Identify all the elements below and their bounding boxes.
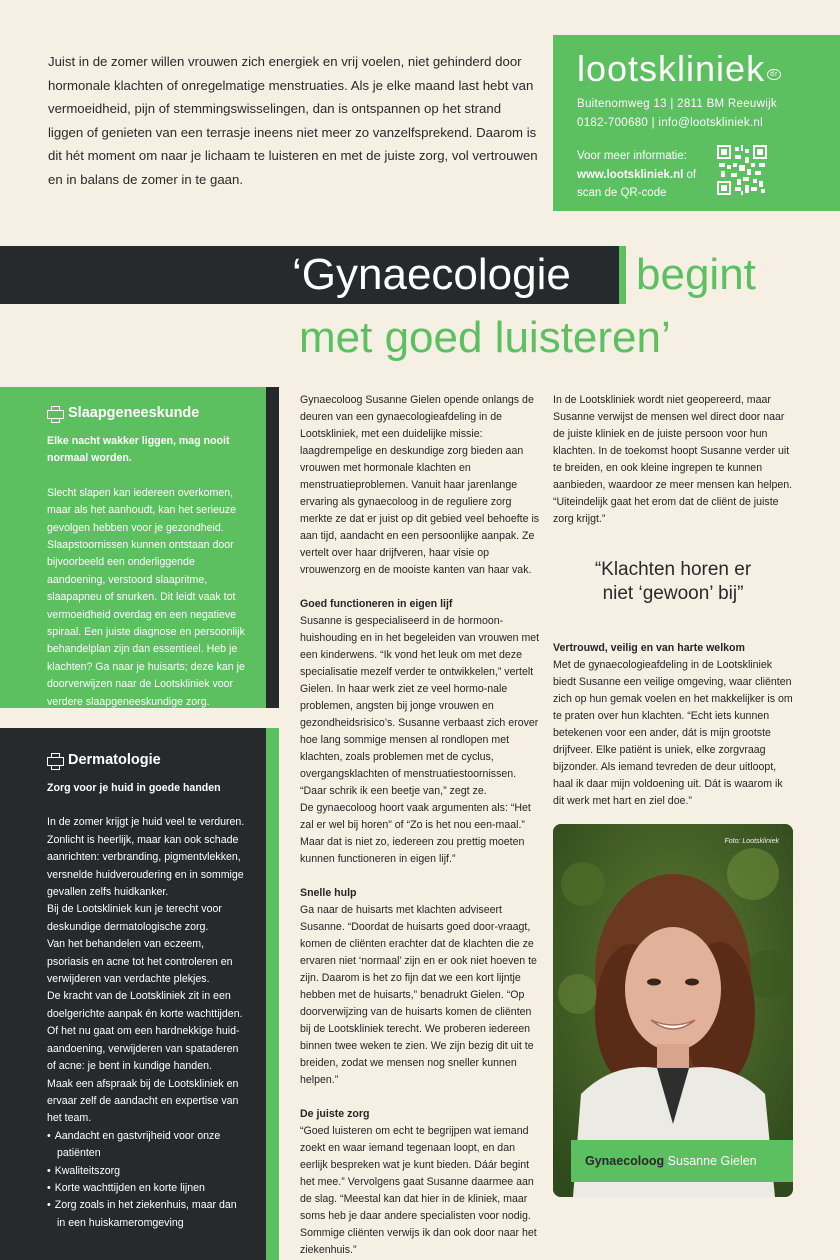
dermatology-panel-edge xyxy=(266,728,279,1260)
portrait-photo xyxy=(553,824,793,1197)
bullet-item: • Zorg zoals in het ziekenhuis, maar dan in een huiskameromgeving xyxy=(47,1197,246,1232)
more-info-label: Voor meer informatie: xyxy=(577,150,687,162)
plus-icon xyxy=(47,406,62,421)
sleep-panel-edge xyxy=(266,387,279,708)
dermatology-paragraph: De kracht van de Lootskliniek zit in een doelgerichte aanpak én korte wachttijden. Of het nu gaat om een hardnekkige huid-aandoening, verwijderen van spataderen of acne: je bent in kundige handen. xyxy=(47,990,243,1073)
article-paragraph: “Goed luisteren om echt te begrijpen wat iemand zoekt en waar iemand tegenaan loopt, en dan eerlijk bespreken wat je kunt bieden. Dáár begint het mee.” Vervolgens gaat Susanne daarmee aan de slag. “Meestal kan dat hier in de kliniek, maar soms heb je daar andere specialisten voor nodig. Sommige cliënten verwijs ik dan ook door naar het ziekenhuis.” xyxy=(300,1125,537,1256)
headline-line1: ‘Gynaecologie xyxy=(292,250,571,299)
intro-text: Juist in de zomer willen vrouwen zich energiek en vrij voelen, niet gehinderd door hormonale klachten of onregelmatige menstruaties. Als je elke maand last hebt van vermoeidheid, pijn of stemmingswisselingen, dan is ontspannen op het strand liggen of genieten van een terrasje ineens niet meer zo vanzelfsprekend. Daarom is dit hét moment om naar je lichaam te luisteren en met de juiste zorg, vol vertrouwen en in balans de zomer in te gaan. xyxy=(48,54,538,187)
dermatology-panel xyxy=(0,728,266,1260)
sleep-medicine-lead: Elke nacht wakker liggen, mag nooit normaal worden. xyxy=(47,435,230,465)
dermatology-paragraph: Maak een afspraak bij de Lootskliniek en ervaar zelf de aandacht en expertise van het team. xyxy=(47,1077,239,1125)
photo-credit: Foto: Lootskliniek xyxy=(724,838,779,845)
sleep-medicine-body: Slecht slapen kan iedereen overkomen, maar als het aanhoudt, kan het serieuze gevolgen hebben voor je gezondheid. Slaapstoornissen kunnen ontstaan door bijvoorbeeld een onderliggende aandoening, verstoord slaapritme, slaapapneu of snurken. Dit leidt vaak tot vermoeidheid overdag en een negatieve spiraal. Een juiste diagnose en persoonlijk behandelplan zijn dan essentieel. Heb je klachten? Ga naar je huisarts; deze kan je doorverwijzen naar de Lootskliniek voor verdere slaapgeneeskundige zorg. xyxy=(47,486,245,708)
sleep-medicine-heading xyxy=(47,403,246,423)
caption-name: Susanne Gielen xyxy=(667,1154,757,1168)
logo xyxy=(577,49,816,89)
website-suffix: of xyxy=(683,168,697,181)
address: Buitenomweg 13 | 2811 BM Reeuwijk xyxy=(577,98,777,110)
article-paragraph: De gynaecoloog hoort vaak argumenten als: “Het zal er wel bij horen” of “Zo is het nou een-maal.” Maar dat is niet zo, iedereen zou prettig moeten kunnen functioneren in eigen lijf.” xyxy=(300,802,531,865)
qr-label: scan de QR-code xyxy=(577,187,667,199)
article-subheading: Snelle hulp xyxy=(300,887,357,899)
pull-quote-line: niet ‘gewoon’ bij” xyxy=(602,583,744,604)
article-paragraph: In de Lootskliniek wordt niet geopereerd, maar Susanne verwijst de mensen wel direct door naar de juiste kliniek en de juiste persoon voor hun klachten. In de toekomst hoopt Susanne verder uit te breiden, en ook kleine ingrepen te kunnen aanbieden, waardoor ze meer mensen kan helpen. “Uiteindelijk gaat het erom dat de cliënt de juiste zorg krijgt.” xyxy=(553,394,793,525)
dermatology-paragraph: In de zomer krijgt je huid veel te verduren. Zonlicht is heerlijk, maar kan ook schade aanrichten: verbranding, pigmentvlekken, versnelde huidveroudering en in sommige gevallen zelfs huidkanker. xyxy=(47,816,245,899)
headline-line1-green: begint xyxy=(636,250,756,299)
article-paragraph: Susanne is gespecialiseerd in de hormoon-huishouding en in het begeleiden van vrouwen met een kinderwens. “Ik vond het leuk om met deze specialisatie mezelf verder te ontwikkelen,” vertelt Gielen. In haar werk ziet ze veel hormo-nale problemen, angsten bij jonge vrouwen en gezondheidsrisico’s. Susanne verbaast zich erover hoe lang sommige mensen al rondlopen met klachten, zoals problemen met de cyclus, overgangsklachten of menstruatiestoornissen. “Daar schrik ik een beetje van,” zegt ze. xyxy=(300,615,540,797)
contact-line[interactable]: 0182-700680 | info@lootskliniek.nl xyxy=(577,117,763,129)
article-column-1 xyxy=(300,392,540,1259)
contact-box xyxy=(553,35,840,211)
headline-accent xyxy=(619,246,626,304)
caption-role: Gynaecoloog xyxy=(585,1154,665,1168)
plus-icon xyxy=(47,753,62,768)
bullet-item: • Korte wachttijden en korte lijnen xyxy=(47,1180,246,1197)
pull-quote-line: “Klachten horen er xyxy=(594,559,752,580)
more-info xyxy=(577,147,717,203)
logo-badge: dr xyxy=(767,69,781,80)
headline-line2: met goed luisteren’ xyxy=(299,313,671,362)
dermatology-paragraph: Bij de Lootskliniek kun je terecht voor deskundige dermatologische zorg. xyxy=(47,903,222,933)
sleep-medicine-panel xyxy=(0,387,266,708)
dermatology-lead: Zorg voor je huid in goede handen xyxy=(47,782,221,794)
sleep-medicine-title: Slaapgeneeskunde xyxy=(68,405,200,421)
bullet-item: • Aandacht en gastvrijheid voor onze patiënten xyxy=(47,1128,246,1163)
article-column-2 xyxy=(553,392,793,810)
dermatology-heading xyxy=(47,750,246,770)
dermatology-bullets xyxy=(47,1128,246,1232)
pull-quote xyxy=(553,558,793,606)
article-paragraph: Met de gynaecologieafdeling in de Lootskliniek biedt Susanne een veilige omgeving, waar cliënten zich op hun gemak voelen en het makkelijker is om te praten over hun klachten. “Echt iets kunnen betekenen voor een ander, dát is mijn grootste drijfveer. Elke patiënt is uniek, elke zorgvraag bijzonder. Als iemand tevreden de deur uitloopt, haal ik daar mijn voldoening uit. Dát is waarom ik dit werk met hart en ziel doe.” xyxy=(553,659,793,807)
photo-caption xyxy=(571,1140,793,1182)
website-link[interactable]: www.lootskliniek.nl xyxy=(577,168,684,181)
dermatology-paragraph: Van het behandelen van eczeem, psoriasis en acne tot het controleren en verwijderen van verdachte plekjes. xyxy=(47,938,233,986)
logo-name: lootskliniek xyxy=(577,48,766,89)
article-subheading: De juiste zorg xyxy=(300,1108,370,1120)
article-paragraph: Ga naar de huisarts met klachten adviseert Susanne. “Doordat de huisarts goed door-vraagt, komen de cliënten erachter dat de klachten die ze ervaren niet ‘normaal’ zijn en er ook niet hoeven te zijn. Daarom is het zo fijn dat we een kort lijntje hebben met de huisarts,” benadrukt Gielen. “Op doorverwijzing van de huisarts komen de cliënten bij de Lootskliniek terecht. We proberen iedereen binnen twee weken te zien. We zijn bezig dit uit te breiden, zodat we mensen nog sneller kunnen helpen.” xyxy=(300,904,537,1086)
article-subheading: Goed functioneren in eigen lijf xyxy=(300,598,453,610)
article-subheading: Vertrouwd, veilig en van harte welkom xyxy=(553,642,745,654)
bullet-item: • Kwaliteitszorg xyxy=(47,1163,246,1180)
qr-code-icon[interactable] xyxy=(717,145,767,195)
dermatology-title: Dermatologie xyxy=(68,752,161,768)
article-paragraph: Gynaecoloog Susanne Gielen opende onlangs de deuren van een gynaecologieafdeling in de Lootskliniek, met een duidelijke missie: laagdrempelige en deskundige zorg bieden aan vrouwen met hormonale klachten en menstruatieproblemen. Vanuit haar jarenlange ervaring als gynaecoloog in de reguliere zorg merkte ze dat er juist op dit gebied veel behoefte is aan tijd, aandacht en een persoonlijke aanpak. Ze vertelt over haar drijfveren, haar visie op vrouwenzorg en de mooiste kanten van haar vak. xyxy=(300,394,540,576)
